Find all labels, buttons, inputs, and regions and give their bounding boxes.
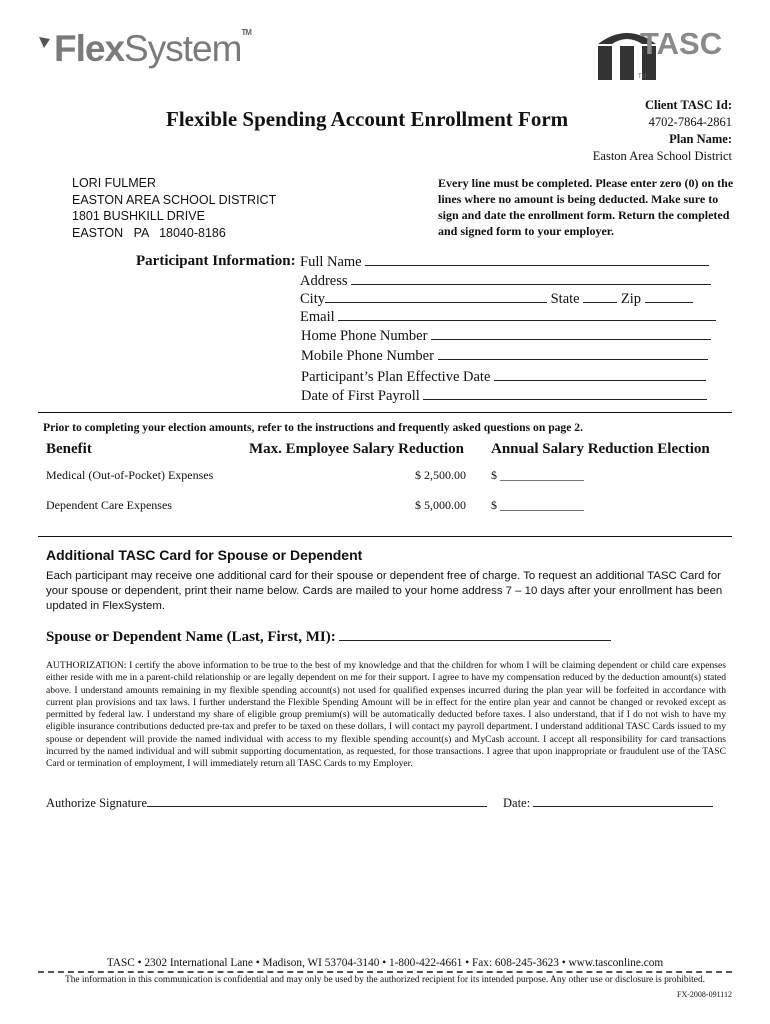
effective-date-line[interactable] — [494, 368, 706, 381]
client-info — [593, 97, 732, 165]
election-medical-input[interactable]: $ ______________ — [491, 468, 584, 482]
address-line-4: EASTON PA 18040-8186 — [72, 225, 226, 240]
first-payroll-label: Date of First Payroll — [301, 388, 420, 404]
client-id-value: 4702-7864-2861 — [648, 115, 732, 129]
mobile-phone-label: Mobile Phone Number — [301, 348, 434, 364]
authorization-text: AUTHORIZATION: I certify the above information to be true to the best of my knowledge and that the children for whom I will be claiming dependent or child care expenses either reside with me in a parent-child relationship or are legally dependent on me for their support. I agree to have my compensation reduced by the deduction amount(s) stated above. I understand amounts remaining in my flexible spending account(s) not used for qualified expenses incurred during the plan year will be forfeited in accordance with current plan provisions and tax laws. I further understand the Flexible Spending Amount will be in effect for the entire plan year and cannot be changed or revoked except as permitted by federal law. I understand my share of eligible group premium(s) will be automatically deducted before taxes. I also understand, that if I do not wish to have my eligible insurance contributions deducted pre-tax and prefer to be taxed on these dollars, I will contact my payroll department. I understand additional TASC Cards issued to my spouse or dependent will provide the named individual with access to my flexible spending account(s) and MyCash account. I accept all responsibility for card transactions incurred by the named individual and will submit supporting documentation, as requested, for those transactions. I agree that upon inappropriate or fraudulent use of the TASC Card or termination of employment, I will immediately return all TASC Cards to my Employer. — [46, 660, 726, 770]
participant-heading: Participant Information: — [136, 253, 296, 269]
section-divider-2 — [38, 536, 732, 537]
zip-label: Zip — [620, 291, 641, 307]
tasc-logo-text: TASC — [640, 26, 723, 61]
first-payroll-field[interactable] — [301, 387, 707, 405]
email-line[interactable] — [338, 308, 716, 321]
footer-confidential: The information in this communication is confidential and may only be used by the authorized recipient for its intended purpose. Any other use or disclosure is prohibited. — [65, 975, 705, 985]
email-label: Email — [300, 309, 335, 325]
full-name-label: Full Name — [300, 254, 362, 270]
spouse-name-label: Spouse or Dependent Name (Last, First, MI): — [46, 629, 336, 645]
logo-tm: TM — [241, 28, 251, 37]
logo-system-text: System — [124, 28, 242, 69]
form-code: FX-2008-091112 — [677, 990, 732, 999]
full-name-field[interactable] — [300, 253, 709, 271]
address-line-1: LORI FULMER — [72, 176, 157, 190]
benefit-dependent-care: Dependent Care Expenses — [46, 498, 172, 512]
mobile-phone-line[interactable] — [438, 347, 708, 360]
max-medical: $ 2,500.00 — [415, 468, 466, 482]
form-title: Flexible Spending Account Enrollment Form — [166, 107, 569, 131]
first-payroll-line[interactable] — [423, 387, 707, 400]
state-label: State — [550, 291, 580, 307]
signature-field[interactable] — [46, 794, 487, 811]
effective-date-label: Participant’s Plan Effective Date — [301, 369, 491, 385]
home-phone-line[interactable] — [431, 327, 711, 340]
election-dependent-care-input[interactable]: $ ______________ — [491, 498, 584, 512]
signature-label: Authorize Signature — [46, 796, 148, 810]
plan-name-label: Plan Name: — [669, 132, 732, 146]
logo-swoosh-icon — [38, 36, 52, 50]
client-id-label: Client TASC Id: — [644, 98, 732, 112]
city-label: City — [300, 291, 325, 307]
plan-name-value: Easton Area School District — [592, 149, 732, 163]
date-label: Date: — [503, 796, 531, 810]
city-state-zip-field[interactable] — [300, 290, 693, 308]
address-line[interactable] — [351, 272, 711, 285]
footer-address: TASC • 2302 International Lane • Madison, WI 53704-3140 • 1-800-422-4661 • Fax: 608-245-3623 • www.tasconline.com — [106, 957, 664, 969]
instructions-text: Every line must be completed. Please enter zero (0) on the lines where no amount is being deducted. Make sure to sign and date the enrollment form. Return the completed and signed form to your employer. — [438, 176, 734, 238]
address-line-2: EASTON AREA SCHOOL DISTRICT — [72, 192, 277, 207]
effective-date-field[interactable] — [301, 368, 706, 386]
mailing-address — [72, 175, 276, 241]
footer-dashed-rule — [38, 971, 732, 973]
col-annual-election: Annual Salary Reduction Election — [491, 441, 710, 457]
spouse-name-line[interactable] — [339, 628, 611, 641]
address-label: Address — [300, 273, 348, 289]
card-body: Each participant may receive one additional card for their spouse or dependent free of charge. To request an additional TASC Card for your spouse or dependent, print their name below. Cards are mailed to your home address 7 – 10 days after your enrollment has been updated in FlexSystem. — [46, 570, 723, 612]
email-field[interactable] — [300, 308, 716, 326]
date-field[interactable] — [503, 794, 713, 811]
home-phone-field[interactable] — [301, 327, 711, 345]
full-name-line[interactable] — [365, 253, 709, 266]
tasc-logo — [596, 26, 723, 87]
address-field[interactable] — [300, 272, 711, 290]
home-phone-label: Home Phone Number — [301, 328, 428, 344]
city-line[interactable] — [325, 290, 547, 303]
mobile-phone-field[interactable] — [301, 347, 708, 365]
benefit-medical: Medical (Out-of-Pocket) Expenses — [46, 468, 214, 482]
spouse-name-field[interactable] — [46, 628, 611, 646]
tasc-tm: TM — [638, 74, 647, 80]
col-benefit: Benefit — [46, 441, 92, 457]
logo-flex-text: Flex — [54, 28, 125, 69]
zip-line[interactable] — [645, 290, 693, 303]
section-divider — [38, 412, 732, 413]
address-line-3: 1801 BUSHKILL DRIVE — [72, 209, 205, 223]
date-line[interactable] — [533, 794, 713, 807]
state-line[interactable] — [583, 290, 617, 303]
prior-note: Prior to completing your election amounts, refer to the instructions and frequently asked questions on page 2. — [43, 421, 583, 434]
col-max-reduction: Max. Employee Salary Reduction — [249, 441, 464, 457]
max-dependent-care: $ 5,000.00 — [415, 498, 466, 512]
signature-line[interactable] — [147, 794, 487, 807]
card-heading: Additional TASC Card for Spouse or Dependent — [46, 547, 363, 563]
